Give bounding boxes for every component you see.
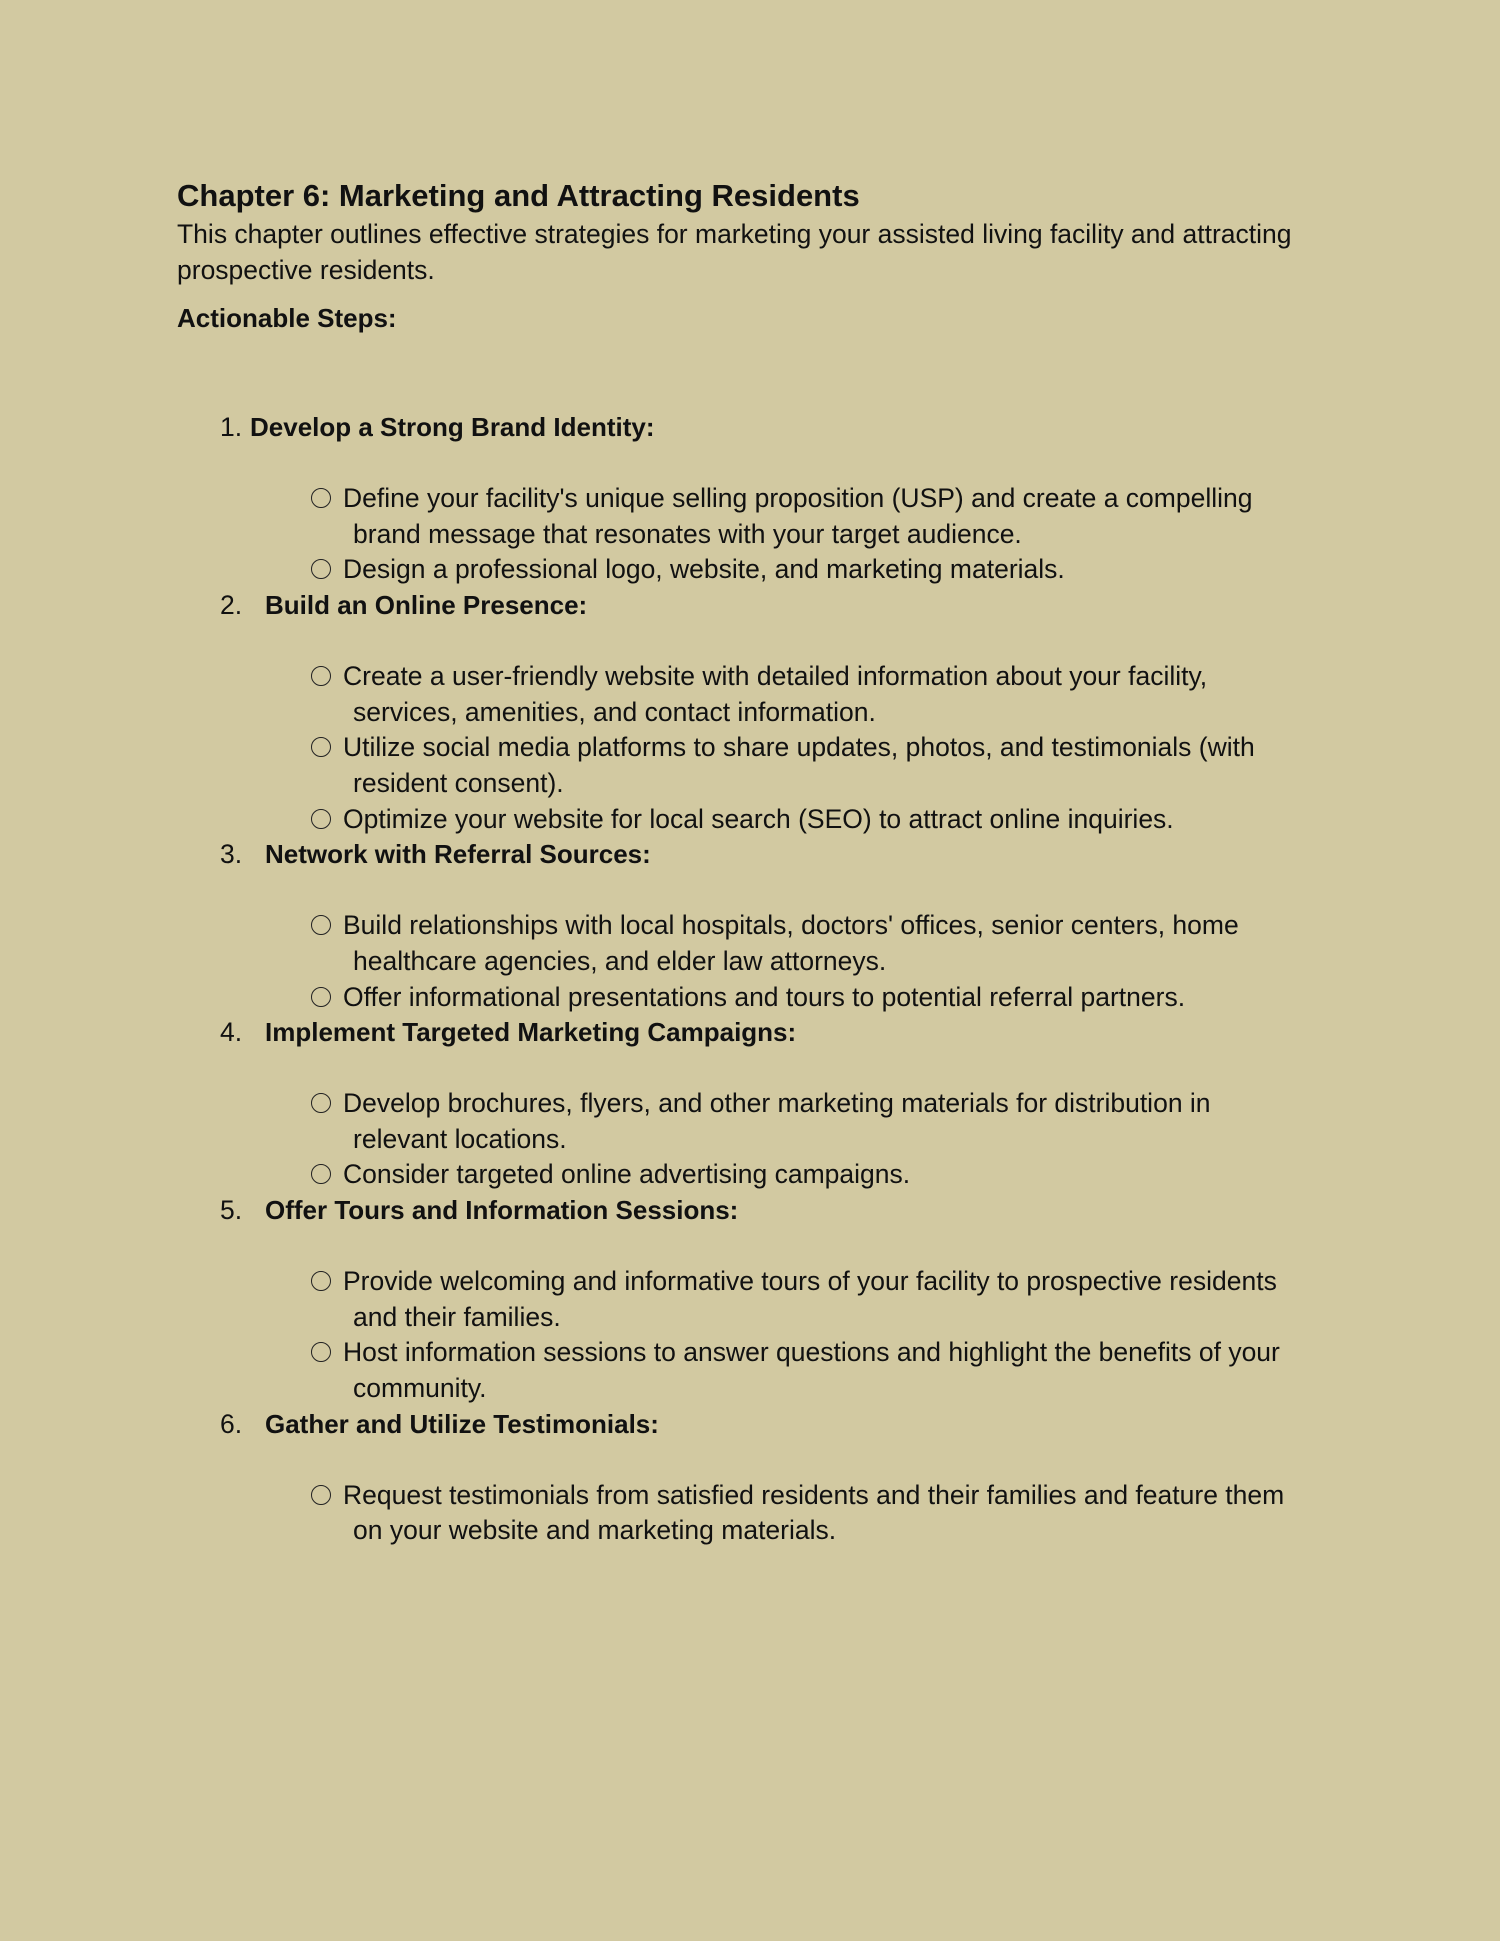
step-number: 5. xyxy=(220,1195,243,1226)
step-heading-text: Develop a Strong Brand Identity: xyxy=(250,412,655,442)
sub-item-text: resident consent). xyxy=(353,767,564,798)
sub-item xyxy=(177,730,1284,801)
sub-item xyxy=(177,1157,1284,1193)
sub-item-text: healthcare agencies, and elder law attorneys. xyxy=(353,945,887,976)
sub-item-text: Optimize your website for local search (SEO) to attract online inquiries. xyxy=(343,803,1174,834)
step-heading xyxy=(177,1407,1284,1443)
sub-item-text: Build relationships with local hospitals, doctors' offices, senior centers, home xyxy=(343,910,1239,941)
step-heading-text: Gather and Utilize Testimonials: xyxy=(265,1408,659,1439)
step-heading xyxy=(177,588,1284,624)
intro-paragraph xyxy=(177,217,1292,288)
sub-item xyxy=(177,552,1284,588)
steps-list xyxy=(177,410,1284,1549)
intro-line: This chapter outlines effective strategies for marketing your assisted living facility and attracting xyxy=(177,219,1292,249)
sub-item-text: Develop brochures, flyers, and other marketing materials for distribution in xyxy=(343,1088,1211,1119)
step-heading xyxy=(177,1015,1284,1051)
spacer xyxy=(177,1229,1284,1265)
sub-item xyxy=(177,908,1284,979)
sub-item-text: Consider targeted online advertising campaigns. xyxy=(343,1159,911,1190)
sub-item xyxy=(177,980,1284,1016)
spacer xyxy=(177,624,1284,660)
hollow-circle-bullet-icon xyxy=(311,987,331,1007)
sub-item xyxy=(177,481,1284,552)
sub-item xyxy=(177,1478,1284,1549)
sub-item-text: and their families. xyxy=(353,1301,561,1332)
sub-item-text: Offer informational presentations and tours to potential referral partners. xyxy=(343,981,1186,1012)
step-heading-text: Build an Online Presence: xyxy=(265,589,588,620)
step-heading xyxy=(177,410,1284,446)
sub-item-text: Host information sessions to answer questions and highlight the benefits of your xyxy=(343,1337,1280,1368)
step-heading xyxy=(177,1193,1284,1229)
sub-item-text: Create a user-friendly website with detailed information about your facility, xyxy=(343,661,1208,692)
sub-item xyxy=(177,1264,1284,1335)
hollow-circle-bullet-icon xyxy=(311,809,331,829)
sub-item xyxy=(177,659,1284,730)
sub-item-text: Define your facility's unique selling proposition (USP) and create a compelling xyxy=(343,483,1253,514)
sub-item xyxy=(177,1335,1284,1406)
spacer xyxy=(177,1051,1284,1087)
step-number: 4. xyxy=(220,1017,243,1048)
spacer xyxy=(177,446,1284,482)
spacer xyxy=(177,1442,1284,1478)
hollow-circle-bullet-icon xyxy=(311,1485,331,1505)
step-heading-text: Offer Tours and Information Sessions: xyxy=(265,1195,739,1226)
actionable-steps-label: Actionable Steps: xyxy=(177,303,397,333)
sub-item-text: community. xyxy=(353,1373,487,1404)
sub-item-text: brand message that resonates with your target audience. xyxy=(353,518,1022,549)
sub-item xyxy=(177,802,1284,838)
step-heading-text: Network with Referral Sources: xyxy=(265,839,651,870)
sub-item-text: on your website and marketing materials. xyxy=(353,1515,837,1546)
step-heading-text: Implement Targeted Marketing Campaigns: xyxy=(265,1017,797,1048)
sub-item-text: Design a professional logo, website, and marketing materials. xyxy=(343,554,1065,585)
step-number: 3. xyxy=(220,839,243,870)
spacer xyxy=(177,873,1284,909)
intro-line: prospective residents. xyxy=(177,254,435,285)
sub-item-text: Provide welcoming and informative tours of your facility to prospective residents xyxy=(343,1266,1277,1297)
sub-item-text: Utilize social media platforms to share updates, photos, and testimonials (with xyxy=(343,732,1255,763)
step-number: 2. xyxy=(220,589,243,620)
step-number: 1. xyxy=(220,412,243,442)
sub-item-text: relevant locations. xyxy=(353,1123,567,1154)
sub-item-text: Request testimonials from satisfied residents and their families and feature them xyxy=(343,1479,1285,1510)
sub-item-text: services, amenities, and contact information. xyxy=(353,696,876,727)
sub-item xyxy=(177,1086,1284,1157)
step-number: 6. xyxy=(220,1408,243,1439)
step-heading xyxy=(177,837,1284,873)
chapter-title: Chapter 6: Marketing and Attracting Residents xyxy=(177,178,860,213)
